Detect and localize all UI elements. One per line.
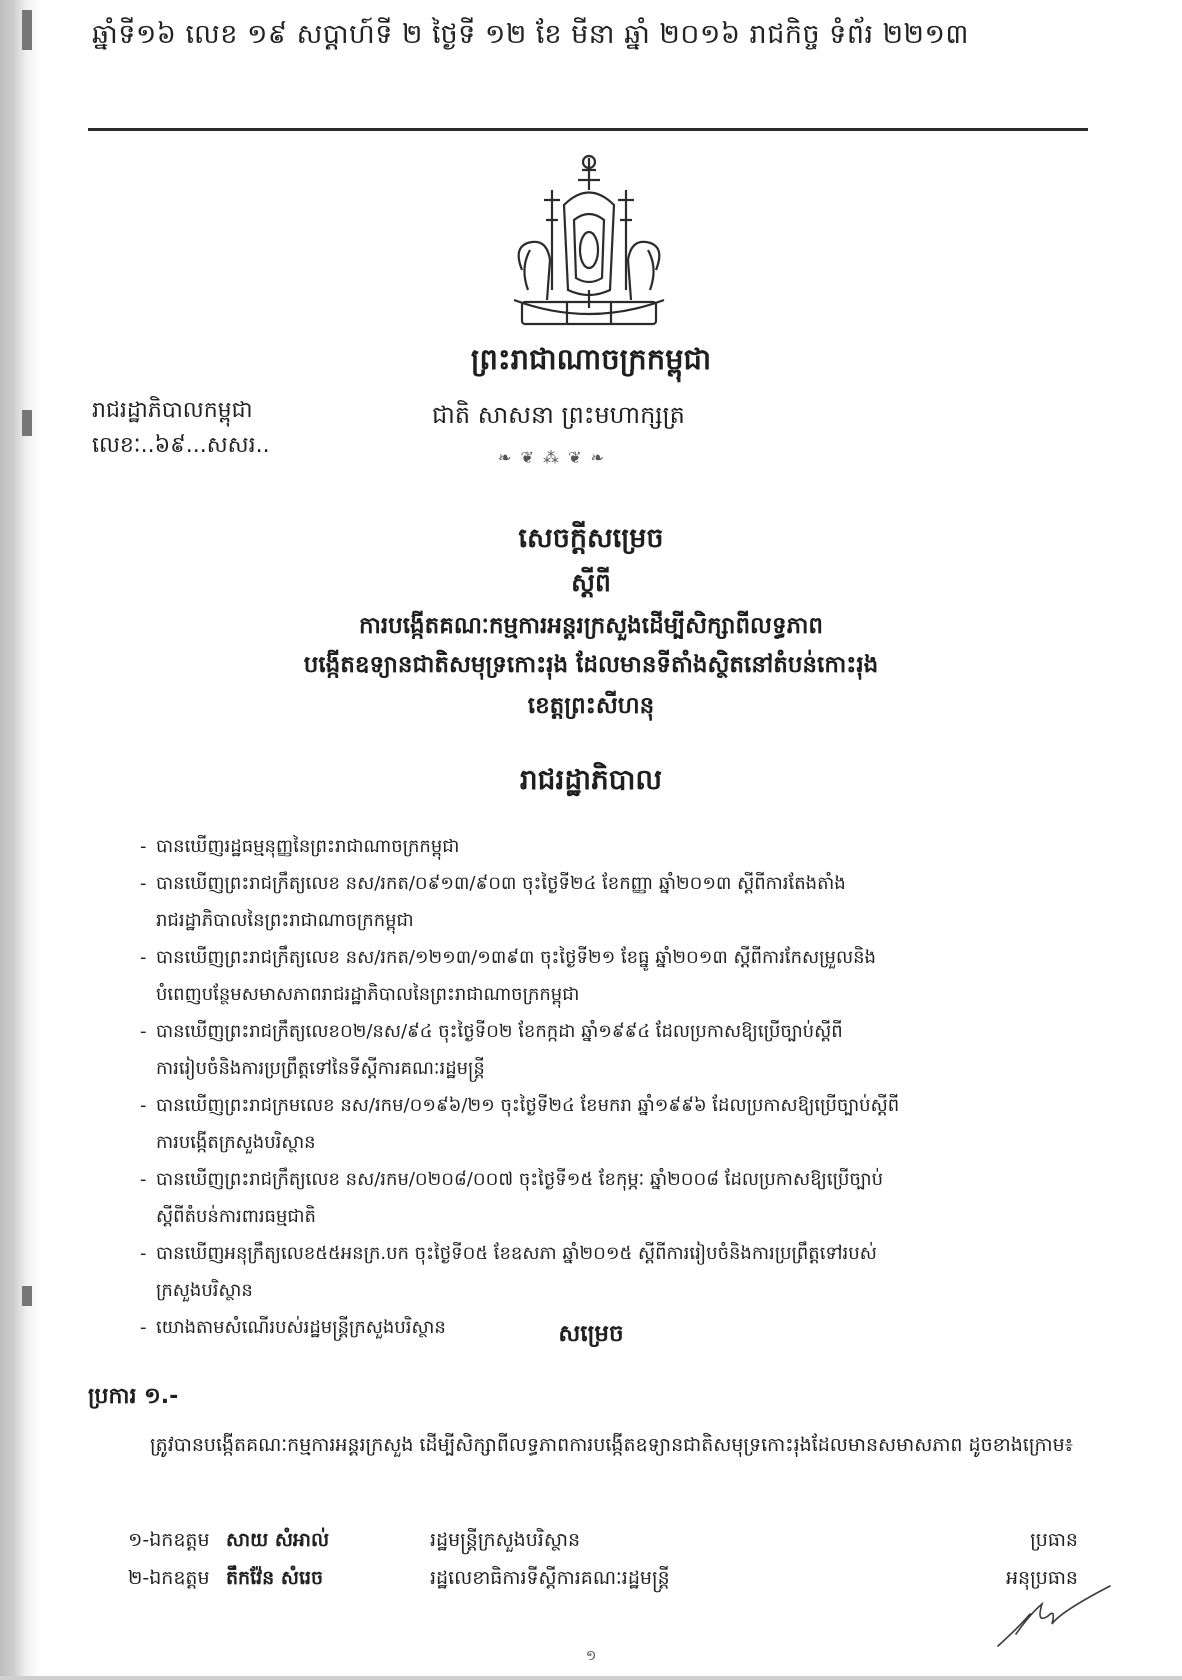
page-number: ១ — [585, 1648, 597, 1664]
visa-item: - បានឃើញព្រះរាជក្រឹត្យលេខ នស/រកម/០២០៨/០០៧ ចុះថ្ងៃទី១៥ ខែកុម្ភៈ ឆ្នាំ២០០៨ ដែលប្រកាសឱ្យប្រើច្បាប់ — [140, 1161, 1090, 1198]
member-position: រដ្ឋលេខាធិការទីស្តីការគណៈរដ្ឋមន្ត្រី — [430, 1567, 670, 1589]
member-title: ២-ឯកឧត្តម — [128, 1567, 210, 1589]
title-subject-2: បង្កើតឧទ្យានជាតិសមុទ្រកោះរុង ដែលមានទីតាំងស្ថិតនៅតំបន់កោះរុង — [303, 652, 879, 678]
member-name: តឹកវ៉ែន សំរេច — [226, 1567, 324, 1589]
issuer-name: រាជរដ្ឋាភិបាលកម្ពុជា — [92, 398, 253, 423]
gazette-header: ឆ្នាំទី១៦ លេខ ១៩ សប្តាហ៍ទី ២ ថ្ងៃទី ១២ ខែ មីនា ឆ្នាំ ២០១៦ រាជកិច្ច ទំព័រ ២២១៣ — [92, 19, 969, 50]
member-role: អនុប្រធាន — [1006, 1567, 1078, 1589]
issuer-block — [92, 393, 270, 463]
initial-signature — [990, 1574, 1120, 1654]
visa-item: - បានឃើញព្រះរាជក្រឹត្យលេខ នស/រកត/១២១៣/១៣៩៣ ចុះថ្ងៃទី២១ ខែធ្នូ ឆ្នាំ២០១៣ ស្តីពីការកែសម្រួលនិង — [140, 939, 1090, 976]
title-subject-3: ខេត្តព្រះសីហនុ — [527, 693, 655, 719]
national-motto: ជាតិ សាសនា ព្រះមហាក្សត្រ — [432, 401, 685, 429]
member-position: រដ្ឋមន្ត្រីក្រសួងបរិស្ថាន — [430, 1529, 581, 1551]
visa-item: - បានឃើញអនុក្រឹត្យលេខ៥៥អនក្រ.បក ចុះថ្ងៃទី០៥ ខែឧសភា ឆ្នាំ២០១៥ ស្តីពីការរៀបចំនិងការប្រព្រឹត្តទៅរបស់ — [140, 1235, 1090, 1272]
kingdom-name: ព្រះរាជាណាចក្រកម្ពុជា — [470, 342, 712, 376]
visa-item-cont: ការរៀបចំនិងការប្រព្រឹត្តទៅនៃទីស្តីការគណៈរដ្ឋមន្ត្រី — [156, 1058, 485, 1079]
article-body: ត្រូវបានបង្កើតគណៈកម្មការអន្តរក្រសួង ដើម្បីសិក្សាពីលទ្ធភាពការបង្កើតឧទ្យានជាតិសមុទ្រកោះរុងដែលមានសមាសភាព ដូចខាងក្រោម៖ — [150, 1434, 1073, 1456]
member-title: ១-ឯកឧត្តម — [128, 1529, 210, 1551]
visa-item: - បានឃើញព្រះរាជក្រឹត្យលេខ នស/រកត/០៩១៣/៩០៣ ចុះថ្ងៃទី២៤ ខែកញ្ញា ឆ្នាំ២០១៣ ស្តីពីការតែងតាំង — [140, 865, 1090, 902]
government-heading: រាជរដ្ឋាភិបាល — [519, 763, 663, 796]
visa-item-cont: រាជរដ្ឋាភិបាលនៃព្រះរាជាណាចក្រកម្ពុជា — [156, 910, 414, 931]
scan-mark — [22, 410, 32, 436]
royal-coat-of-arms-icon — [492, 150, 686, 335]
article-label: ប្រការ ១.- — [88, 1384, 179, 1409]
visa-item: - បានឃើញព្រះរាជក្រឹត្យលេខ០២/នស/៩៤ ចុះថ្ងៃទី០២ ខែកក្កដា ឆ្នាំ១៩៩៤ ដែលប្រកាសឱ្យប្រើច្បាប់ស្តីពី — [140, 1013, 1090, 1050]
document-type: សេចក្តីសម្រេច — [518, 523, 664, 554]
scan-mark — [22, 1286, 32, 1306]
decision-heading: សម្រេច — [558, 1321, 624, 1347]
header-rule — [88, 128, 1088, 131]
visas-list — [140, 828, 1090, 1346]
visa-item-cont: ស្តីពីតំបន់ការពារធម្មជាតិ — [156, 1206, 316, 1227]
title-subject-1: ការបង្កើតគណៈកម្មការអន្តរក្រសួងដើម្បីសិក្សាពីលទ្ធភាព — [358, 613, 824, 639]
member-name: សាយ សំអាល់ — [226, 1529, 330, 1551]
visa-item-cont: ការបង្កើតក្រសួងបរិស្ថាន — [156, 1132, 316, 1153]
document-number: លេខៈ..៦៩...សសរ.. — [92, 433, 270, 458]
member-row — [128, 1528, 1078, 1562]
visa-item-cont: ក្រសួងបរិស្ថាន — [156, 1280, 253, 1301]
scan-bottom-edge — [0, 1676, 1182, 1680]
member-role: ប្រធាន — [1030, 1529, 1078, 1551]
visa-item-cont: បំពេញបន្ថែមសមាសភាពរាជរដ្ឋាភិបាលនៃព្រះរាជាណាចក្រកម្ពុជា — [156, 984, 580, 1005]
scan-mark — [22, 10, 32, 50]
visa-item: - យោងតាមសំណើរបស់រដ្ឋមន្ត្រីក្រសួងបរិស្ថាន — [140, 1309, 1090, 1346]
ornament: ❧ ❦ ⁂ ❦ ❧ — [498, 448, 606, 467]
title-about: ស្តីពី — [571, 568, 611, 597]
member-row — [128, 1566, 1078, 1600]
scan-edge — [0, 0, 40, 1680]
visa-item: - បានឃើញព្រះរាជក្រមលេខ នស/រកម/០១៩៦/២១ ចុះថ្ងៃទី២៤ ខែមករា ឆ្នាំ១៩៩៦ ដែលប្រកាសឱ្យប្រើច្បាប់ស្តីពី — [140, 1087, 1090, 1124]
visa-item: - បានឃើញរដ្ឋធម្មនុញ្ញនៃព្រះរាជាណាចក្រកម្ពុជា — [140, 828, 1090, 865]
